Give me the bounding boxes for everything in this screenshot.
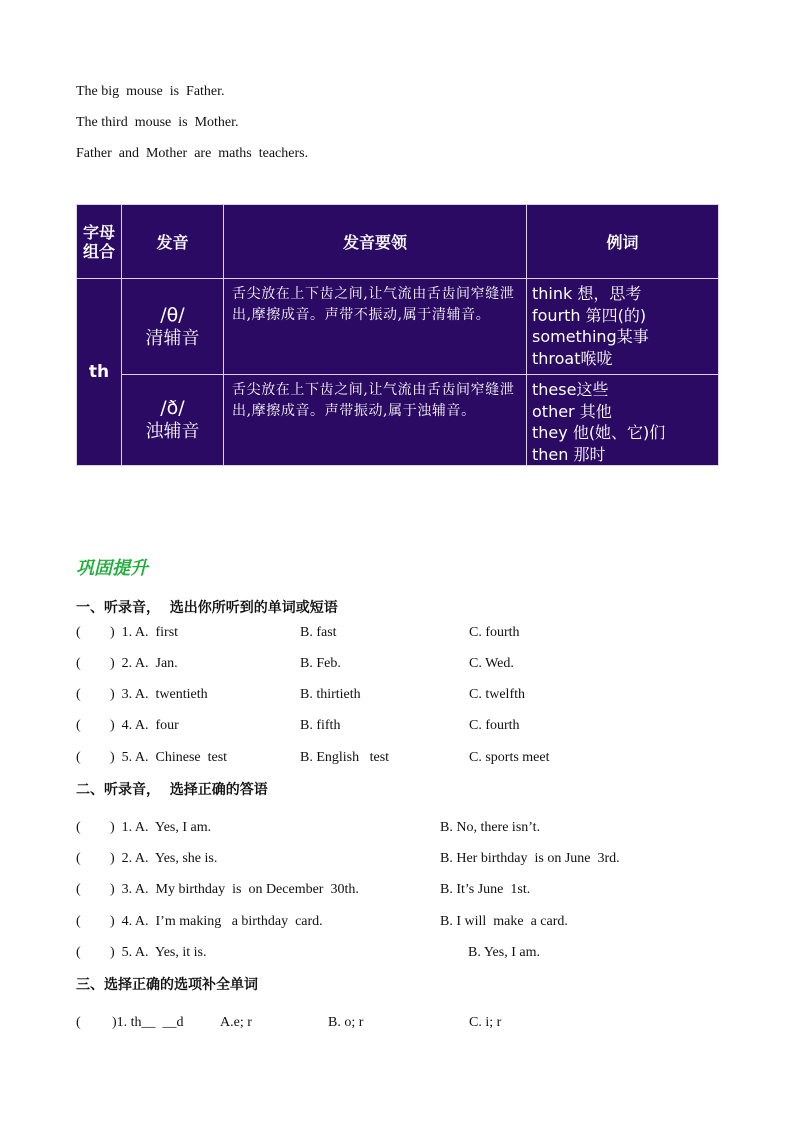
option-b: B. Yes, I am. (468, 945, 540, 960)
phoneme-symbol: /θ/ (160, 303, 185, 326)
paren: ( (76, 945, 81, 960)
paren: ( (76, 750, 81, 765)
method-text: 舌尖放在上下齿之间,让气流由舌齿间窄缝泄出,摩擦成音。声带振动,属于浊辅音。 (224, 375, 527, 466)
example-word: they 他(她、它)们 (532, 423, 666, 442)
paren: ( (76, 820, 81, 835)
example-word: then 那时 (532, 444, 606, 464)
phoneme-kind: 清辅音 (145, 327, 200, 349)
paren: ( (76, 718, 81, 733)
paren: ( (76, 687, 81, 702)
paren: ( (76, 851, 81, 866)
example-word: fourth 第四(的) (532, 305, 647, 325)
option-b: B. fifth (300, 718, 341, 733)
phonics-table (76, 204, 719, 466)
phoneme-symbol: /ð/ (160, 397, 185, 419)
option-c: C. fourth (469, 718, 520, 733)
paren: ( (76, 625, 81, 640)
intro-line-2: The third mouse is Mother. (76, 115, 239, 130)
paren: ( (76, 656, 81, 671)
question-stem: ) 4. A. four (110, 718, 179, 733)
intro-line-3: Father and Mother are maths teachers. (76, 146, 309, 161)
header-examples: 例词 (527, 205, 719, 279)
header-letter-combo-line2: 组合 (82, 241, 115, 261)
option-b: B. Feb. (300, 656, 341, 671)
question-stem: ) 1. A. first (110, 625, 179, 640)
question-stem: ) 2. A. Yes, she is. (110, 851, 218, 866)
option-b: B. I will make a card. (440, 914, 568, 929)
question-stem: ) 5. A. Chinese test (110, 750, 228, 765)
question-stem: ) 1. A. Yes, I am. (110, 820, 212, 835)
option-b: B. o; r (328, 1015, 364, 1030)
option-b: B. No, there isn’t. (440, 820, 541, 835)
option-b: B. fast (300, 625, 337, 640)
section-title: 巩固提升 (76, 558, 148, 579)
examples-cell-1 (527, 279, 719, 375)
question-stem: )1. th__ __d (112, 1015, 184, 1030)
option-b: B. thirtieth (300, 687, 361, 702)
phoneme-cell-2 (122, 375, 224, 466)
paren: ( (76, 1015, 81, 1030)
question-stem: ) 2. A. Jan. (110, 656, 178, 671)
phoneme-kind: 浊辅音 (145, 421, 200, 442)
intro-line-1: The big mouse is Father. (76, 84, 225, 99)
part2-heading: 二、听录音， 选择正确的答语 (76, 782, 268, 798)
part1-heading: 一、听录音， 选出你所听到的单词或短语 (76, 600, 338, 616)
option-b: B. It’s June 1st. (440, 882, 531, 897)
header-method: 发音要领 (224, 205, 527, 279)
option-c: C. i; r (469, 1015, 502, 1030)
example-word: other 其他 (532, 401, 612, 421)
option-c: C. Wed. (469, 656, 514, 671)
paren: ( (76, 914, 81, 929)
example-word: throat喉咙 (532, 348, 613, 368)
examples-cell-2 (527, 375, 719, 466)
letter-group-th: th (77, 279, 122, 466)
paren: ( (76, 882, 81, 897)
part3-heading: 三、选择正确的选项补全单词 (76, 977, 258, 993)
option-c: C. twelfth (469, 687, 525, 702)
question-stem: ) 3. A. twentieth (110, 687, 208, 702)
example-word: think 想，思考 (532, 284, 642, 303)
header-letter-combo-line1: 字母 (82, 222, 115, 242)
header-letter-combo (77, 205, 122, 279)
example-word: something某事 (532, 327, 649, 346)
option-a: A.e; r (220, 1015, 252, 1030)
option-b: B. English test (300, 750, 390, 765)
question-stem: ) 3. A. My birthday is on December 30th. (110, 882, 359, 897)
example-word: these这些 (532, 380, 609, 399)
phoneme-cell-1 (122, 279, 224, 375)
header-pronunciation: 发音 (122, 205, 224, 279)
option-b: B. Her birthday is on June 3rd. (440, 851, 620, 866)
method-text: 舌尖放在上下齿之间,让气流由舌齿间窄缝泄出,摩擦成音。声带不振动,属于清辅音。 (224, 279, 527, 375)
question-stem: ) 5. A. Yes, it is. (110, 945, 207, 960)
question-stem: ) 4. A. I’m making a birthday card. (110, 914, 323, 929)
option-c: C. sports meet (469, 750, 550, 765)
option-c: C. fourth (469, 625, 520, 640)
